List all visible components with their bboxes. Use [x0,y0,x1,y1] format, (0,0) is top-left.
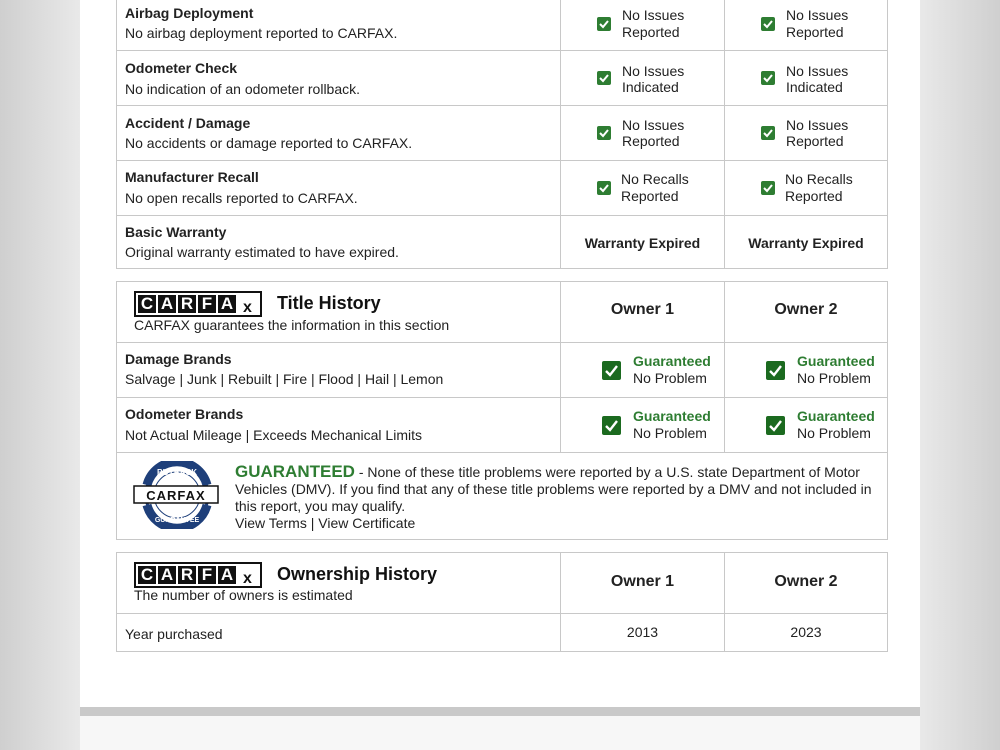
divider [80,707,920,716]
status-line-1: No Issues [786,63,849,79]
table-row [117,397,887,452]
status-line-1: No Issues [622,117,685,133]
status-line-1: No Issues [622,63,685,79]
status-line-2: Reported [622,133,680,149]
table-row [117,342,887,397]
badge-logo-text: CARFAX [146,488,206,503]
status-line-1: No Recalls [785,171,853,187]
check-icon [766,361,785,380]
guaranteed-label: Guaranteed [633,408,711,424]
guaranteed-label: Guaranteed [797,353,875,369]
guarantee-text [235,463,875,532]
row-title: Odometer Check [125,60,238,76]
view-certificate-link[interactable]: View Certificate [318,515,416,531]
check-icon [602,361,621,380]
row-title: Accident / Damage [125,115,251,131]
status-line-1: No Issues [622,7,685,23]
carfax-logo: C A R F A x [134,291,262,317]
warranty-status: Warranty Expired [748,235,864,251]
guarantee-row [117,452,887,540]
status-line-2: Reported [786,133,844,149]
status-text: No Problem [797,425,871,441]
section-subtitle: The number of owners is estimated [134,587,353,603]
table-row [117,613,887,651]
owner-1-header: Owner 1 [610,573,675,590]
section-header [117,282,887,342]
owner-2-header: Owner 2 [774,573,838,590]
table-row [117,160,887,215]
title-history-section [116,281,888,540]
owner-1-header: Owner 1 [610,301,675,318]
footer-area [80,716,920,750]
status-text: No Problem [633,370,707,386]
owner-2-header: Owner 2 [774,301,838,318]
guarantee-body: - None of these title problems were reported by a U.S. state Department of Motor Vehicles (DMV). If you find that any of these title problems were reported by a DMV and not included in this report, you may qualify. [235,464,872,514]
table-row [117,215,887,269]
row-subtitle: Not Actual Mileage | Exceeds Mechanical Limits [125,427,422,443]
badge-top-text: BUYBACK [157,468,197,477]
guarantee-heading: GUARANTEED [235,462,355,481]
section-title: Title History [277,293,381,313]
row-subtitle: No airbag deployment reported to CARFAX. [125,25,398,41]
row-title: Odometer Brands [125,406,244,422]
ownership-history-section [116,552,888,652]
row-title: Manufacturer Recall [125,169,259,185]
year-purchased-owner-2: 2023 [790,624,822,640]
section-subtitle: CARFAX guarantees the information in this section [134,317,450,333]
warranty-status: Warranty Expired [584,235,701,251]
table-row [117,50,887,105]
status-line-2: Indicated [786,79,843,95]
table-row [117,0,887,50]
row-label: Year purchased [125,626,223,642]
section-header [117,553,887,613]
status-line-2: Reported [622,24,680,40]
view-terms-link[interactable]: View Terms [235,515,307,531]
check-icon [597,17,611,31]
section-title: Ownership History [277,564,438,584]
row-title: Damage Brands [125,351,232,367]
row-subtitle: No indication of an odometer rollback. [125,81,361,97]
check-icon [761,126,775,140]
check-icon [597,126,611,140]
check-icon [761,17,775,31]
carfax-logo: C A R F A x [134,562,262,588]
buyback-guarantee-badge [133,461,219,529]
status-text: No Problem [633,425,707,441]
year-purchased-owner-1: 2013 [626,624,659,640]
check-icon [597,71,611,85]
check-icon [602,416,621,435]
row-subtitle: Salvage | Junk | Rebuilt | Fire | Flood | Hail | Lemon [125,371,444,387]
check-icon [761,71,775,85]
status-line-2: Reported [786,24,844,40]
row-title: Airbag Deployment [125,5,254,21]
check-icon [761,181,775,195]
table-row [117,105,887,160]
status-line-1: No Issues [786,117,849,133]
badge-bottom-text: GUARANTEE [154,517,200,524]
guaranteed-label: Guaranteed [797,408,875,424]
status-line-1: No Recalls [621,171,689,187]
status-line-2: Indicated [622,79,679,95]
status-line-2: Reported [785,188,843,204]
row-subtitle: Original warranty estimated to have expired. [125,244,399,260]
status-line-1: No Issues [786,7,849,23]
check-icon [597,181,611,195]
guaranteed-label: Guaranteed [633,353,711,369]
check-icon [766,416,785,435]
row-title: Basic Warranty [125,224,227,240]
status-line-2: Reported [621,188,679,204]
status-text: No Problem [797,370,871,386]
history-checks-table [116,0,888,269]
row-subtitle: No open recalls reported to CARFAX. [125,190,358,206]
link-separator: | [310,515,315,531]
row-subtitle: No accidents or damage reported to CARFAX. [125,135,413,151]
report-page [80,0,920,750]
